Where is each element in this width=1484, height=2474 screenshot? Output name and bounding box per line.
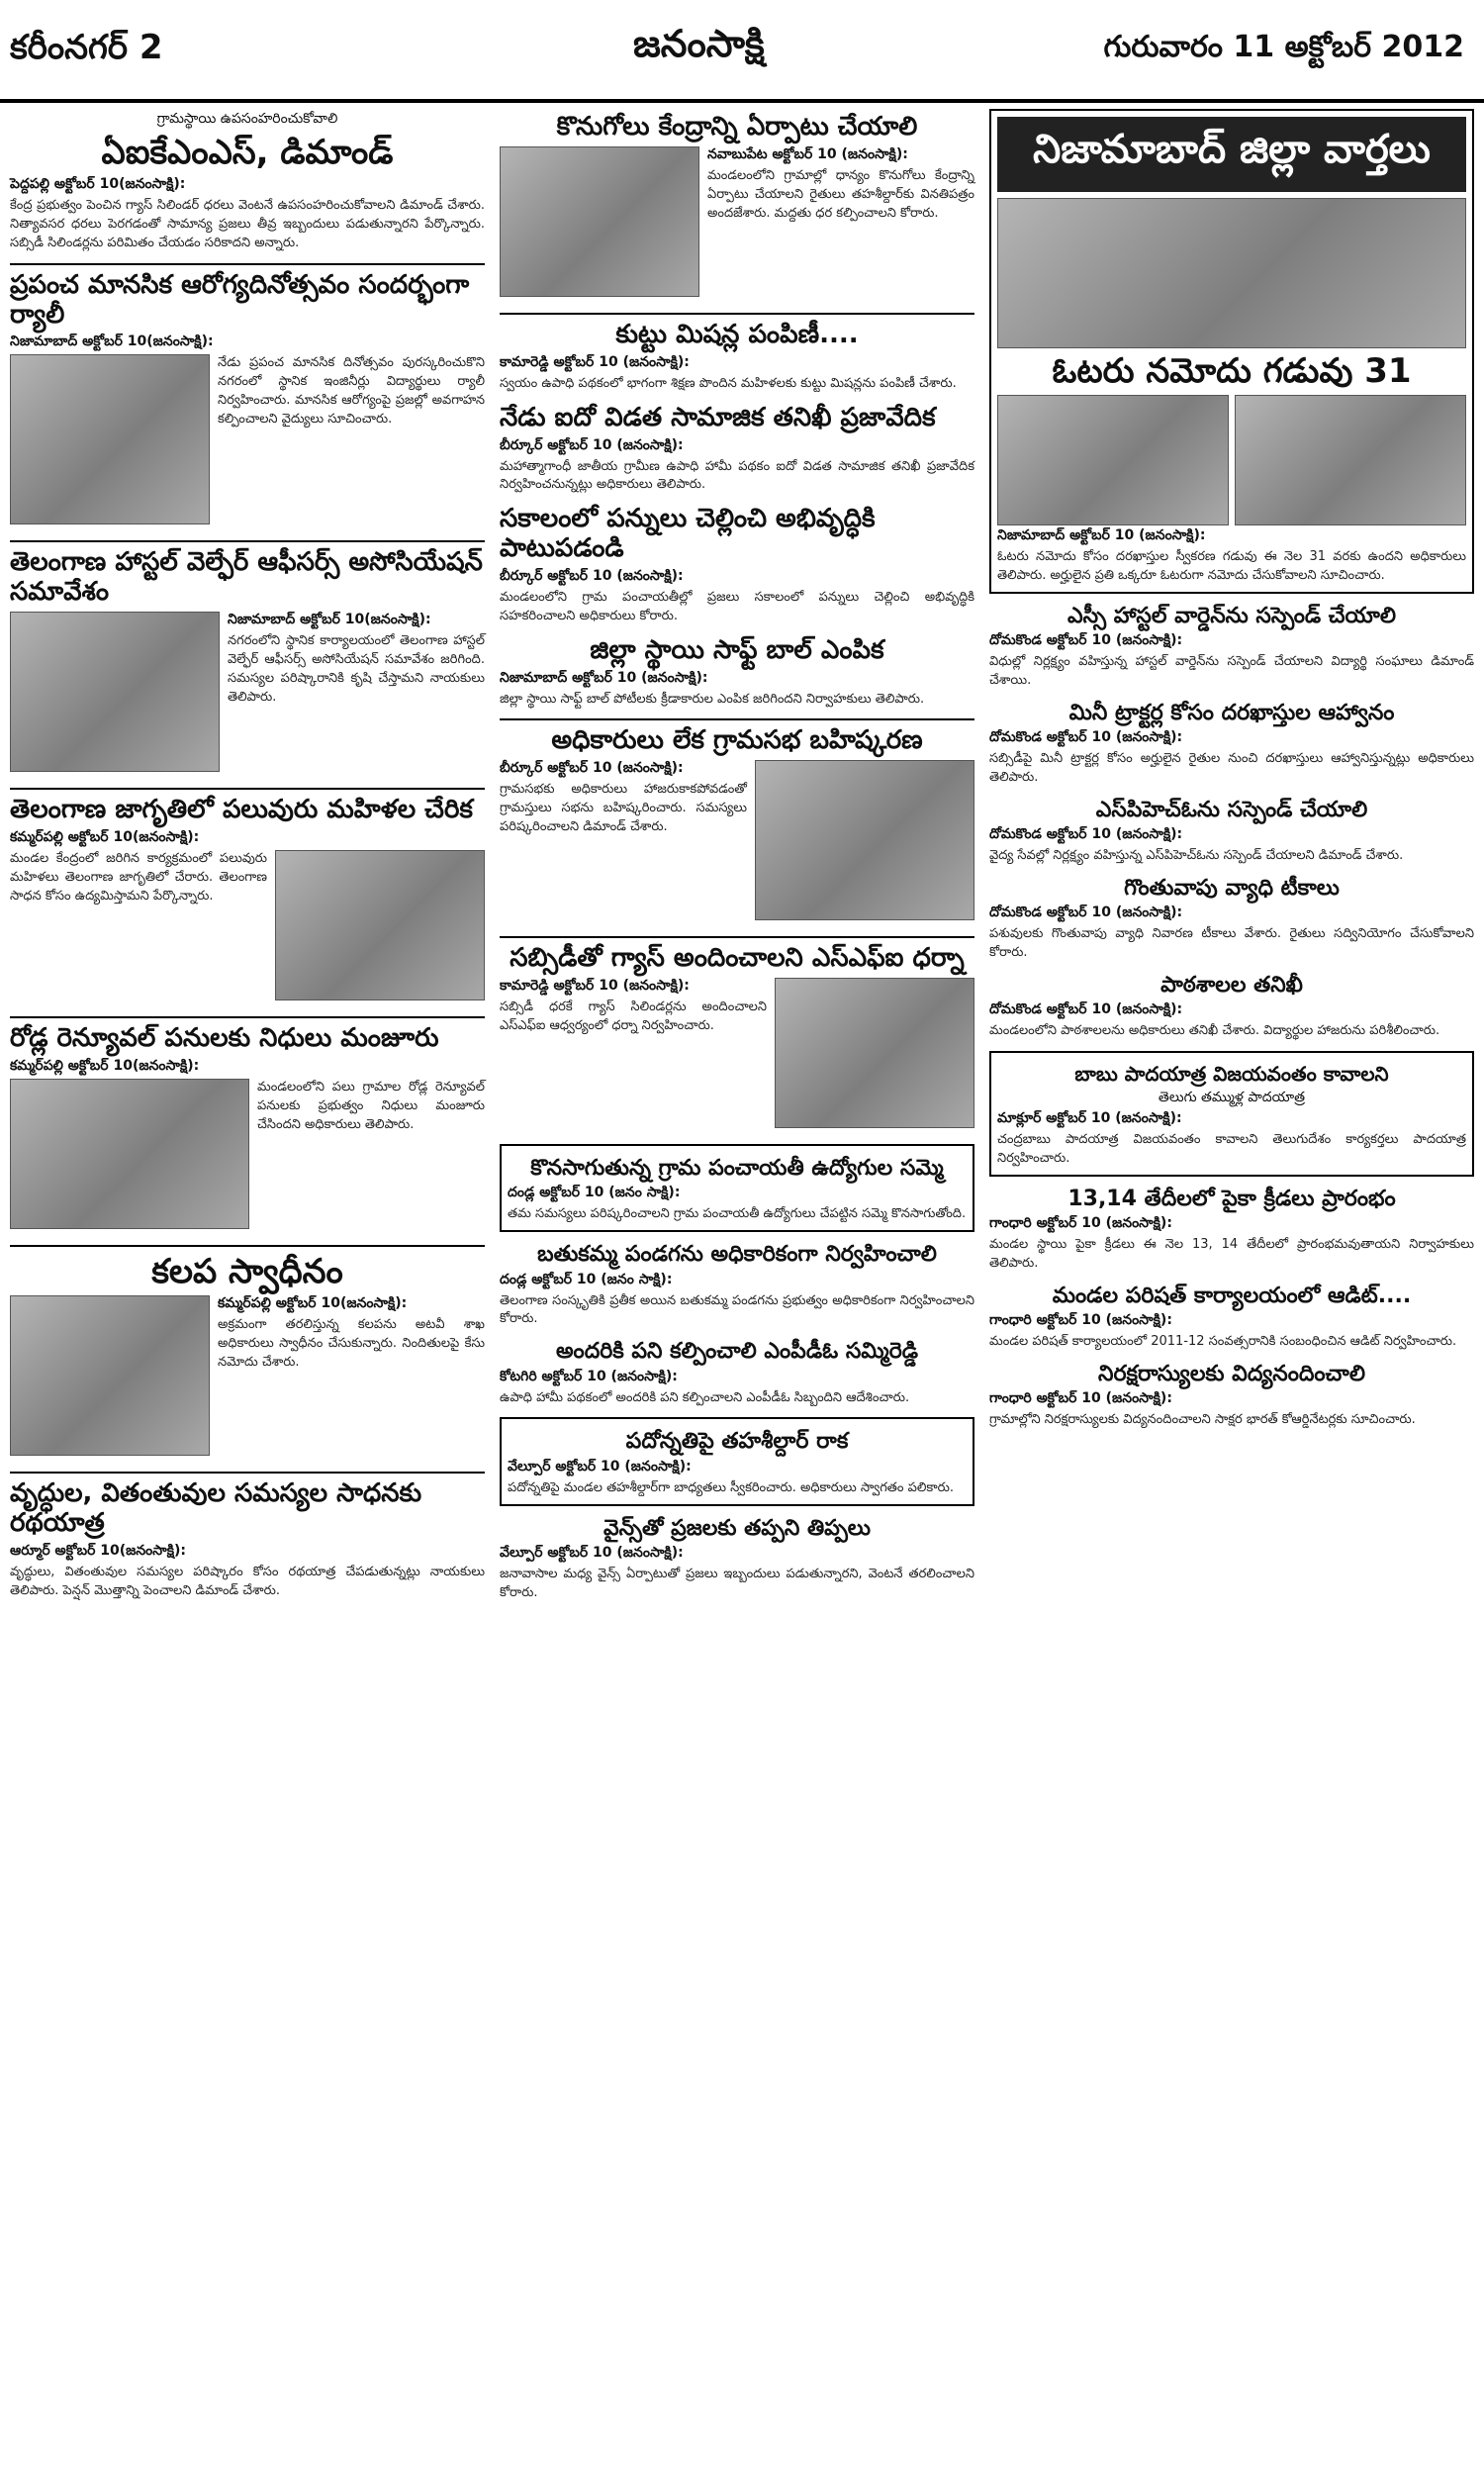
article-body: సబ్సిడీ ధరకే గ్యాస్ సిలిండర్లను అందించాలని ఎస్ఎఫ్ఐ ఆధ్వర్యంలో ధర్నా నిర్వహించారు. — [500, 999, 767, 1034]
article-photo — [10, 612, 220, 772]
article-dateline: కమ్మర్‌పల్లి అక్టోబర్ 10(జనంసాక్షి): — [10, 829, 200, 846]
article-headline: బాబు పాదయాత్ర విజయవంతం కావాలని — [1074, 1062, 1389, 1087]
edition-name: కరీంనగర్ 2 — [10, 28, 163, 67]
article-headline: ఎస్సీ హాస్టల్ వార్డెన్‌ను సస్పెండ్ చేయాలి — [1067, 603, 1397, 628]
article-dateline: గాంధారి అక్టోబర్ 10 (జనంసాక్షి): — [989, 1311, 1172, 1328]
article-kicker: గ్రామస్థాయి ఉపసంహరించుకోవాలి — [156, 111, 338, 127]
article-dateline: పెద్దపల్లి అక్టోబర్ 10(జనంసాక్షి): — [10, 176, 186, 193]
article — [989, 1284, 1474, 1352]
article-body: పదోన్నతిపై మండల తహశీల్దార్‌గా బాధ్యతలు స్వీకరించారు. అధికారులు స్వాగతం పలికారు. — [508, 1479, 955, 1495]
article-dateline: గాంధారి అక్టోబర్ 10 (జనంసాక్షి): — [989, 1215, 1172, 1231]
article-headline: తెలంగాణ జాగృతిలో పలువురు మహిళల చేరిక — [10, 795, 473, 825]
article — [500, 726, 974, 926]
article-dateline: దోమకొండ అక్టోబర్ 10 (జనంసాక్షి): — [989, 1001, 1183, 1018]
article — [10, 796, 485, 1006]
article — [500, 1516, 974, 1603]
article — [989, 876, 1474, 963]
article-headline: పదోన్నతిపై తహశీల్దార్ రాక — [625, 1429, 849, 1455]
article-headline: పాఠశాలల తనిఖీ — [1160, 972, 1303, 998]
article — [500, 1144, 974, 1232]
article — [500, 1417, 974, 1505]
article-dateline: బీర్కూర్ అక్టోబర్ 10 (జనంసాక్షి): — [500, 567, 684, 584]
article-dateline: దండ్ల అక్టోబర్ 10 (జనం సాక్షి): — [508, 1185, 681, 1201]
article-dateline: బీర్కూర్ అక్టోబర్ 10 (జనంసాక్షి): — [500, 760, 684, 777]
article-dateline: కమ్మర్‌పల్లి అక్టోబర్ 10(జనంసాక్షి): — [218, 1295, 408, 1312]
article-headline: కలప స్వాధీనం — [151, 1251, 343, 1291]
article-body: అక్రమంగా తరలిస్తున్న కలపను అటవీ శాఖ అధికారులు స్వాధీనం చేసుకున్నారు. నిందితులపై కేసు నమోదు చేశారు. — [218, 1317, 485, 1370]
article-dateline: దోమకొండ అక్టోబర్ 10 (జనంసాక్షి): — [989, 729, 1183, 746]
article — [500, 505, 974, 625]
article-headline: ఏఐకేఎంఎస్, డిమాండ్ — [101, 133, 394, 172]
article — [500, 1242, 974, 1329]
article-dateline: దోమకొండ అక్టోబర్ 10 (జనంసాక్షి): — [989, 632, 1183, 649]
article — [10, 271, 485, 531]
article-photo — [775, 978, 974, 1128]
article-body: మండలంలోని గ్రామాల్లో ధాన్యం కొనుగోలు కేంద్రాన్ని ఏర్పాటు చేయాలని రైతులు తహశీల్దార్‌కు వినతిపత్రం అందజేశారు. మద్దతు ధర కల్పించాలని కోరారు. — [707, 167, 974, 221]
article — [10, 1479, 485, 1600]
district-banner — [997, 117, 1466, 192]
article-headline: మినీ ట్రాక్టర్ల కోసం దరఖాస్తుల ఆహ్వానం — [1068, 700, 1395, 725]
article — [10, 1024, 485, 1235]
article-headline: నేడు ఐదో విడత సామాజిక తనిఖీ ప్రజావేదిక — [500, 402, 936, 432]
article-body: ఉపాధి హామీ పథకంలో అందరికి పని కల్పించాలని ఎంపీడీఓ సిబ్బందిని ఆదేశించారు. — [500, 1389, 910, 1405]
article-body: స్వయం ఉపాధి పథకంలో భాగంగా శిక్షణ పొందిన మహిళలకు కుట్టు మిషన్లను పంపిణీ చేశారు. — [500, 375, 957, 391]
article — [989, 1362, 1474, 1430]
article — [989, 1051, 1474, 1177]
issue-date: గురువారం 11 అక్టోబర్ 2012 — [1103, 30, 1464, 64]
article-photo — [500, 146, 699, 297]
article — [989, 604, 1474, 691]
article-headline: సబ్సిడీతో గ్యాస్ అందించాలని ఎస్ఎఫ్ఐ ధర్నా — [510, 943, 965, 974]
article-headline: అందరికి పని కల్పించాలి ఎంపీడీఓ సమ్మిరెడ్డి — [555, 1339, 919, 1365]
article — [989, 701, 1474, 788]
article-photo — [1235, 395, 1466, 525]
article — [500, 636, 974, 710]
article-dateline: వేల్పూర్ అక్టోబర్ 10 (జనంసాక్షి): — [508, 1458, 692, 1475]
article — [989, 798, 1474, 866]
article-dateline: ఆర్మూర్ అక్టోబర్ 10(జనంసాక్షి): — [10, 1542, 187, 1559]
article-photo — [275, 850, 485, 1000]
article-headline: మండల పరిషత్ కార్యాలయంలో ఆడిట్.... — [1052, 1283, 1412, 1308]
article — [500, 404, 974, 496]
article-body: వృద్ధులు, వితంతువుల సమస్యల పరిష్కారం కోసం రథయాత్ర చేపడుతున్నట్లు నాయకులు తెలిపారు. పెన్షన్ మొత్తాన్ని పెంచాలని డిమాండ్ చేశారు. — [10, 1564, 485, 1598]
article-subhead: ఓటరు నమోదు గడువు 31 — [1052, 351, 1412, 391]
article-body: గ్రామాల్లోని నిరక్షరాస్యులకు విద్యనందించాలని సాక్షర భారత్ కోఆర్డినేటర్లకు సూచించారు. — [989, 1412, 1416, 1428]
article-headline: కొనుగోలు కేంద్రాన్ని ఏర్పాటు చేయాలి — [556, 112, 918, 142]
article — [500, 944, 974, 1134]
article-body: పశువులకు గొంతువాపు వ్యాధి నివారణ టీకాలు వేశారు. రైతులు సద్వినియోగం చేసుకోవాలని కోరారు. — [989, 926, 1474, 961]
article-headline: కుట్టు మిషన్ల పంపిణీ.... — [615, 319, 859, 349]
article-dateline: దోమకొండ అక్టోబర్ 10 (జనంసాక్షి): — [989, 826, 1183, 843]
article-body: మహాత్మాగాంధీ జాతీయ గ్రామీణ ఉపాధి హామీ పథకం ఐదో విడత సామాజిక తనిఖీ ప్రజావేదిక నిర్వహించనున్నట్లు అధికారులు తెలిపారు. — [500, 458, 974, 493]
article-body: వైద్య సేవల్లో నిర్లక్ష్యం వహిస్తున్న ఎస్‌పిహెచ్‌ఓను సస్పెండ్ చేయాలని డిమాండ్ చేశారు. — [989, 848, 1404, 864]
article-dateline: కమ్మర్‌పల్లి అక్టోబర్ 10(జనంసాక్షి): — [10, 1057, 200, 1074]
district-news-box — [989, 109, 1474, 594]
article-body: మండలంలోని పలు గ్రామాల రోడ్ల రెన్యూవల్ పనులకు ప్రభుత్వం నిధులు మంజూరు చేసిందని అధికారులు తెలిపారు. — [257, 1079, 485, 1132]
article-headline: తెలంగాణ హాస్టల్ వెల్ఫేర్ ఆఫీసర్స్ అసోసియేషన్ సమావేశం — [10, 547, 483, 608]
article-dateline: కామారెడ్డి అక్టోబర్ 10 (జనంసాక్షి): — [500, 978, 690, 995]
article-body: మండల పరిషత్ కార్యాలయంలో 2011-12 సంవత్సరానికి సంబంధించిన ఆడిట్ నిర్వహించారు. — [989, 1333, 1457, 1349]
article-dateline: వేల్పూర్ అక్టోబర్ 10 (జనంసాక్షి): — [500, 1544, 684, 1561]
dam-photo — [997, 198, 1466, 348]
article — [10, 548, 485, 778]
article-headline: రోడ్ల రెన్యూవల్ పనులకు నిధులు మంజూరు — [10, 1023, 439, 1054]
article-headline: బతుకమ్మ పండగను అధికారికంగా నిర్వహించాలి — [537, 1242, 937, 1268]
article-dateline: నవాబుపేట అక్టోబర్ 10 (జనంసాక్షి): — [707, 145, 908, 162]
article-headline: వైన్స్‌తో ప్రజలకు తప్పని తిప్పలు — [603, 1515, 871, 1541]
article-body: కేంద్ర ప్రభుత్వం పెంచిన గ్యాస్ సిలిండర్ ధరలు వెంటనే ఉపసంహరించుకోవాలని డిమాండ్ చేశారు. నిత్యావసర ధరలు పెరగడంతో సామాన్య ప్రజలు తీవ్ర ఇబ్బందులు పడుతున్నారని పేర్కొన్నారు. సబ్సిడీ సిలిండర్లను పరిమితం చేయడం సరికాదని అన్నారు. — [10, 198, 485, 250]
article-dateline: మాక్లూర్ అక్టోబర్ 10 (జనంసాక్షి): — [997, 1110, 1182, 1127]
article-headline: జిల్లా స్థాయి సాఫ్ట్ బాల్ ఎంపిక — [590, 634, 884, 665]
article — [500, 321, 974, 394]
right-column — [989, 109, 1474, 1440]
article — [10, 1253, 485, 1462]
masthead — [0, 0, 1484, 103]
article-dateline: కోటగిరి అక్టోబర్ 10 (జనంసాక్షి): — [500, 1368, 678, 1384]
article-headline: కొనసాగుతున్న గ్రామ పంచాయతీ ఉద్యోగుల సమ్మె — [530, 1156, 944, 1182]
article-photo — [10, 354, 210, 524]
article-dateline: దోమకొండ అక్టోబర్ 10 (జనంసాక్షి): — [989, 904, 1183, 921]
article-body: మండలంలోని గ్రామ పంచాయతీల్లో ప్రజలు సకాలంలో పన్నులు చెల్లించి అభివృద్ధికి సహకరించాలని అధికారులు కోరారు. — [500, 589, 974, 623]
article-headline: 13,14 తేదీలలో పైకా క్రీడలు ప్రారంభం — [1067, 1186, 1396, 1211]
article-dateline: దండ్ల అక్టోబర్ 10 (జనం సాక్షి): — [500, 1271, 673, 1287]
article — [989, 973, 1474, 1041]
page-number: 2 — [139, 28, 163, 67]
article-headline: అధికారులు లేక గ్రామసభ బహిష్కరణ — [551, 725, 923, 756]
article-dateline: నిజామాబాద్ అక్టోబర్ 10 (జనంసాక్షి): — [997, 527, 1206, 544]
article-headline: వృద్ధుల, వితంతువుల సమస్యల సాధనకు రథయాత్ర — [10, 1478, 422, 1538]
article — [989, 1187, 1474, 1274]
photo-row — [997, 395, 1466, 525]
article-body: తమ సమస్యలు పరిష్కరించాలని గ్రామ పంచాయతీ ఉద్యోగులు చేపట్టిన సమ్మె కొనసాగుతోంది. — [508, 1206, 967, 1222]
article-headline: నిరక్షరాస్యులకు విద్యనందించాలి — [1098, 1361, 1365, 1386]
article-dateline: బీర్కూర్ అక్టోబర్ 10 (జనంసాక్షి): — [500, 436, 684, 453]
article-dateline: నిజామాబాద్ అక్టోబర్ 10(జనంసాక్షి): — [10, 333, 214, 350]
article-body: తెలంగాణ సంస్కృతికి ప్రతీక అయిన బతుకమ్మ పండగను ప్రభుత్వం అధికారికంగా నిర్వహించాలని కోరారు. — [500, 1292, 974, 1327]
paper-name: జనంసాక్షి — [633, 22, 765, 65]
article-body: సబ్సిడీపై మినీ ట్రాక్టర్ల కోసం అర్హులైన రైతుల నుంచి దరఖాస్తులు ఆహ్వానిస్తున్నట్లు అధికారులు తెలిపారు. — [989, 751, 1474, 785]
article — [500, 1339, 974, 1407]
article-body: గ్రామసభకు అధికారులు హాజరుకాకపోవడంతో గ్రామస్తులు సభను బహిష్కరించారు. సమస్యలు పరిష్కరించాలని డిమాండ్ చేశారు. — [500, 782, 747, 834]
article-headline: ప్రపంచ మానసిక ఆరోగ్యదినోత్సవం సందర్భంగా ర్యాలీ — [10, 269, 470, 330]
article-headline: గొంతువాపు వ్యాధి టీకాలు — [1124, 875, 1340, 901]
article-body: ఓటరు నమోదు కోసం దరఖాస్తుల స్వీకరణ గడువు ఈ నెల 31 వరకు ఉందని అధికారులు తెలిపారు. అర్హులైన ప్రతి ఒక్కరూ ఓటరుగా నమోదు చేసుకోవాలని సూచించారు. — [997, 549, 1466, 583]
article-photo — [10, 1295, 210, 1456]
article-dateline: గాంధారి అక్టోబర్ 10 (జనంసాక్షి): — [989, 1390, 1172, 1407]
article-body: విధుల్లో నిర్లక్ష్యం వహిస్తున్న హాస్టల్ వార్డెన్‌ను సస్పెండ్ చేయాలని విద్యార్థి సంఘాలు డిమాండ్ చేశాయి. — [989, 654, 1474, 688]
article-body: మండల స్థాయి పైకా క్రీడలు ఈ నెల 13, 14 తేదీలలో ప్రారంభమవుతాయని నిర్వాహకులు తెలిపారు. — [989, 1237, 1474, 1271]
article — [500, 113, 974, 303]
article-photo — [755, 760, 974, 920]
article-photo — [997, 395, 1229, 525]
article-headline: ఎస్‌పిహెచ్‌ఓను సస్పెండ్ చేయాలి — [1095, 797, 1368, 822]
article-photo — [10, 1079, 249, 1229]
middle-column — [500, 109, 974, 1613]
article-dateline: కామారెడ్డి అక్టోబర్ 10 (జనంసాక్షి): — [500, 353, 690, 370]
article-body: మండలంలోని పాఠశాలలను అధికారులు తనిఖీ చేశారు. విద్యార్థుల హాజరును పరిశీలించారు. — [989, 1023, 1440, 1039]
article-body: మండల కేంద్రంలో జరిగిన కార్యక్రమంలో పలువురు మహిళలు తెలంగాణ జాగృతిలో చేరారు. తెలంగాణ సాధన కోసం ఉద్యమిస్తామని పేర్కొన్నారు. — [10, 851, 267, 904]
article-dateline: నిజామాబాద్ అక్టోబర్ 10(జనంసాక్షి): — [228, 612, 431, 628]
article-body: జిల్లా స్థాయి సాఫ్ట్ బాల్ పోటీలకు క్రీడాకారుల ఎంపిక జరిగిందని నిర్వాహకులు తెలిపారు. — [500, 691, 925, 707]
left-column — [10, 109, 485, 1611]
district-banner-title: నిజామాబాద్ జిల్లా వార్తలు — [1033, 127, 1431, 172]
article-dateline: నిజామాబాద్ అక్టోబర్ 10 (జనంసాక్షి): — [500, 669, 708, 686]
article-body: నేడు ప్రపంచ మానసిక దినోత్సవం పురస్కరించుకొని నగరంలో స్థానిక ఇంజినీర్లు విద్యార్థులు ర్యాలీ నిర్వహించారు. మానసిక ఆరోగ్యంపై ప్రజల్లో అవగాహన కల్పించాలని వైద్యులు సూచించారు. — [218, 355, 485, 427]
article-kicker: తెలుగు తమ్ముళ్ల పాదయాత్ర — [1158, 1090, 1306, 1106]
article-headline: సకాలంలో పన్నులు చెల్లించి అభివృద్ధికి పాటుపడండి — [500, 504, 876, 564]
article — [10, 111, 485, 253]
article-body: చంద్రబాబు పాదయాత్ర విజయవంతం కావాలని తెలుగుదేశం కార్యకర్తలు పాదయాత్ర నిర్వహించారు. — [997, 1132, 1466, 1166]
article-body: నగరంలోని స్థానిక కార్యాలయంలో తెలంగాణ హాస్టల్ వెల్ఫేర్ ఆఫీసర్స్ అసోసియేషన్ సమావేశం జరిగింది. సమస్యల పరిష్కారానికి కృషి చేస్తామని నాయకులు తెలిపారు. — [228, 633, 485, 705]
article-body: జనావాసాల మధ్య వైన్స్ ఏర్పాటుతో ప్రజలు ఇబ్బందులు పడుతున్నారని, వెంటనే తరలించాలని కోరారు. — [500, 1566, 974, 1600]
